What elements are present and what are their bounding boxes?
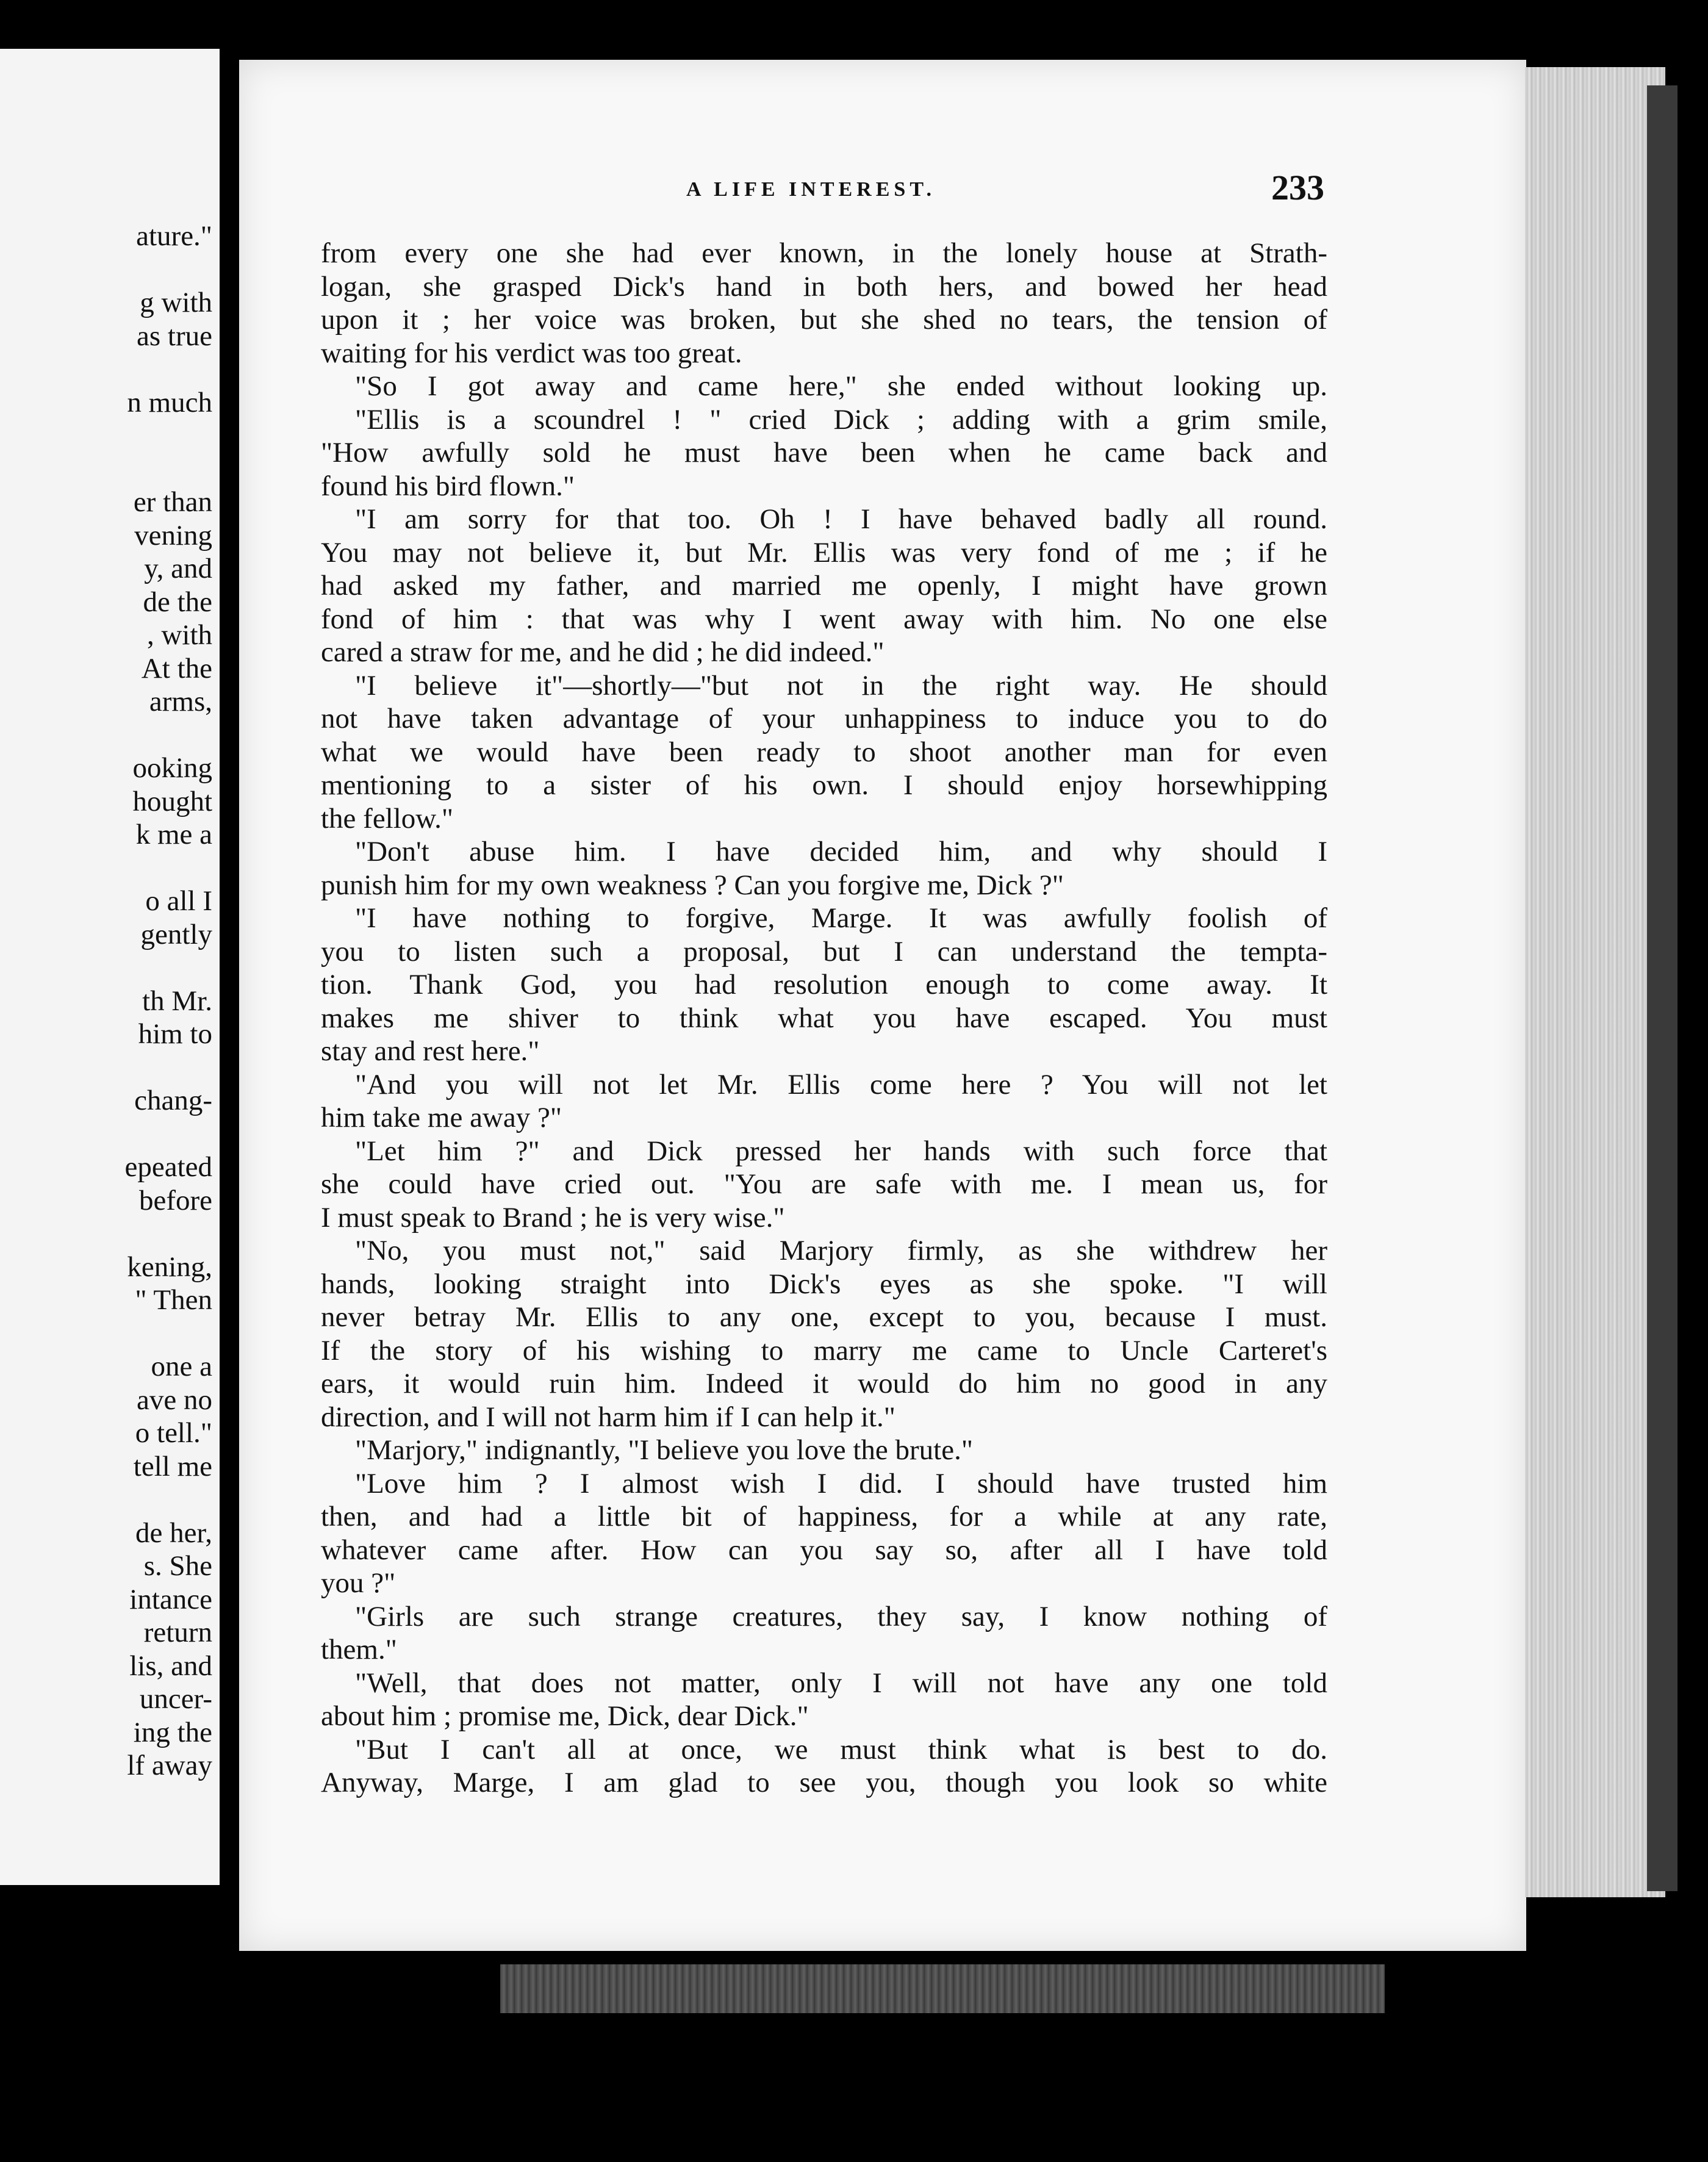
previous-page-line: de the [143,586,212,618]
previous-page-line: one a [151,1351,212,1382]
previous-page-line: , with [146,619,212,651]
text-line: Anyway, Marge, I am glad to see you, though you look so white [321,1767,1327,1798]
text-line: ears, it would ruin him. Indeed it would do him no good in any [321,1368,1327,1399]
text-line: never betray Mr. Ellis to any one, except to you, because I must. [321,1301,1327,1333]
text-line: you ?" [321,1567,396,1599]
text-line: makes me shiver to think what you have escaped. You must [321,1002,1327,1034]
text-line: found his bird flown." [321,470,575,502]
previous-page-line: k me a [135,819,212,850]
text-line: then, and had a little bit of happiness, for a while at any rate, [321,1501,1327,1532]
previous-page-line: gently [140,918,212,950]
text-line: upon it ; her voice was broken, but she shed no tears, the tension of [321,304,1327,336]
book-fore-edge [1525,67,1665,1897]
text-line: "Let him ?" and Dick pressed her hands with such force that [355,1135,1327,1167]
text-line: "Don't abuse him. I have decided him, and why should I [355,836,1327,867]
text-line: about him ; promise me, Dick, dear Dick." [321,1700,809,1732]
previous-page-line: him to [138,1018,212,1050]
previous-page-line: ing the [133,1716,212,1748]
text-line: "And you will not let Mr. Ellis come here ? You will not let [355,1068,1327,1101]
text-line: the fellow." [321,802,454,835]
text-line: stay and rest here." [321,1035,540,1067]
text-line: "Well, that does not matter, only I will not have any one told [355,1667,1327,1699]
text-line: "I have nothing to forgive, Marge. It was awfully foolish of [355,902,1327,934]
previous-page-line: s. She [143,1550,212,1582]
text-line: "But I can't all at once, we must think what is best to do. [355,1733,1327,1765]
text-line: "Marjory," indignantly, "I believe you love the brute." [355,1434,974,1466]
previous-page-line: o all I [145,885,212,917]
previous-page-line: ooking [132,752,212,784]
previous-page-line: lis, and [129,1650,212,1682]
text-line: whatever came after. How can you say so, after all I have told [321,1534,1327,1566]
text-line: tion. Thank God, you had resolution enough to come away. It [321,969,1327,1000]
running-head: A LIFE INTEREST. [686,178,936,201]
previous-page-line: uncer- [139,1683,212,1715]
text-line: I must speak to Brand ; he is very wise." [321,1201,785,1234]
text-line: If the story of his wishing to marry me came to Uncle Carteret's [321,1334,1327,1367]
text-line: "Ellis is a scoundrel ! " cried Dick ; adding with a grim smile, [355,403,1327,436]
previous-page-line: g with [140,287,212,318]
text-line: him take me away ?" [321,1102,562,1133]
previous-page-line: before [138,1184,212,1216]
text-line: "I believe it"—shortly—"but not in the right way. He should [355,669,1327,702]
previous-page-line: " Then [135,1284,212,1316]
previous-page-line: tell me [133,1450,212,1482]
previous-page-line: o tell." [135,1417,212,1449]
previous-page-line: n much [127,386,212,418]
text-line: "Girls are such strange creatures, they say, I know nothing of [355,1600,1327,1632]
text-line: not have taken advantage of your unhappiness to induce you to do [321,703,1327,734]
text-line: from every one she had ever known, in the lonely house at Strath- [321,237,1327,269]
text-line: direction, and I will not harm him if I can help it." [321,1401,895,1433]
text-line: waiting for his verdict was too great. [321,337,742,369]
previous-page-line: vening [134,519,212,551]
previous-page-line: lf away [127,1750,212,1781]
previous-page-line: y, and [144,553,212,584]
bottom-edge-shadow [500,1964,1385,2013]
previous-page-line: kening, [127,1251,212,1283]
previous-page-line: de her, [135,1517,212,1549]
page-number: 233 [1271,168,1324,207]
page-body-text [321,237,1327,1800]
text-line: them." [321,1634,397,1665]
previous-page-line: epeated [124,1151,212,1183]
text-line: "No, you must not," said Marjory firmly, as she withdrew her [355,1235,1327,1266]
text-line: fond of him : that was why I went away with him. No one else [321,603,1327,635]
text-line: "How awfully sold he must have been when he came back and [321,437,1327,469]
text-line: mentioning to a sister of his own. I should enjoy horsewhipping [321,769,1327,801]
text-line: logan, she grasped Dick's hand in both hers, and bowed her head [321,270,1327,303]
previous-page-line: return [143,1617,212,1648]
text-line: had asked my father, and married me openly, I might have grown [321,570,1327,602]
text-line: what we would have been ready to shoot another man for even [321,736,1327,768]
previous-page-line: er than [133,486,212,518]
previous-page-line: ave no [137,1384,212,1416]
previous-page-fragment [0,49,220,1885]
previous-page-line: th Mr. [142,985,212,1017]
text-line: You may not believe it, but Mr. Ellis was very fond of me ; if he [321,536,1327,569]
text-line: "So I got away and came here," she ended without looking up. [355,370,1327,402]
text-line: hands, looking straight into Dick's eyes as she spoke. "I will [321,1268,1327,1300]
previous-page-line: chang- [134,1085,212,1116]
text-line: she could have cried out. "You are safe with me. I mean us, for [321,1168,1327,1200]
fore-edge-shadow [1647,85,1678,1891]
text-line: punish him for my own weakness ? Can you forgive me, Dick ?" [321,869,1064,901]
text-line: "Love him ? I almost wish I did. I should have trusted him [355,1467,1327,1499]
text-line: cared a straw for me, and he did ; he did indeed." [321,636,884,668]
text-line: you to listen such a proposal, but I can understand the tempta- [321,935,1327,968]
previous-page-line: as true [137,320,212,352]
previous-page-line: hought [132,785,212,817]
text-line: "I am sorry for that too. Oh ! I have behaved badly all round. [355,503,1327,535]
previous-page-line: At the [141,652,212,684]
previous-page-line: ature." [136,220,212,252]
previous-page-line: arms, [149,686,212,717]
previous-page-line: intance [129,1583,212,1615]
